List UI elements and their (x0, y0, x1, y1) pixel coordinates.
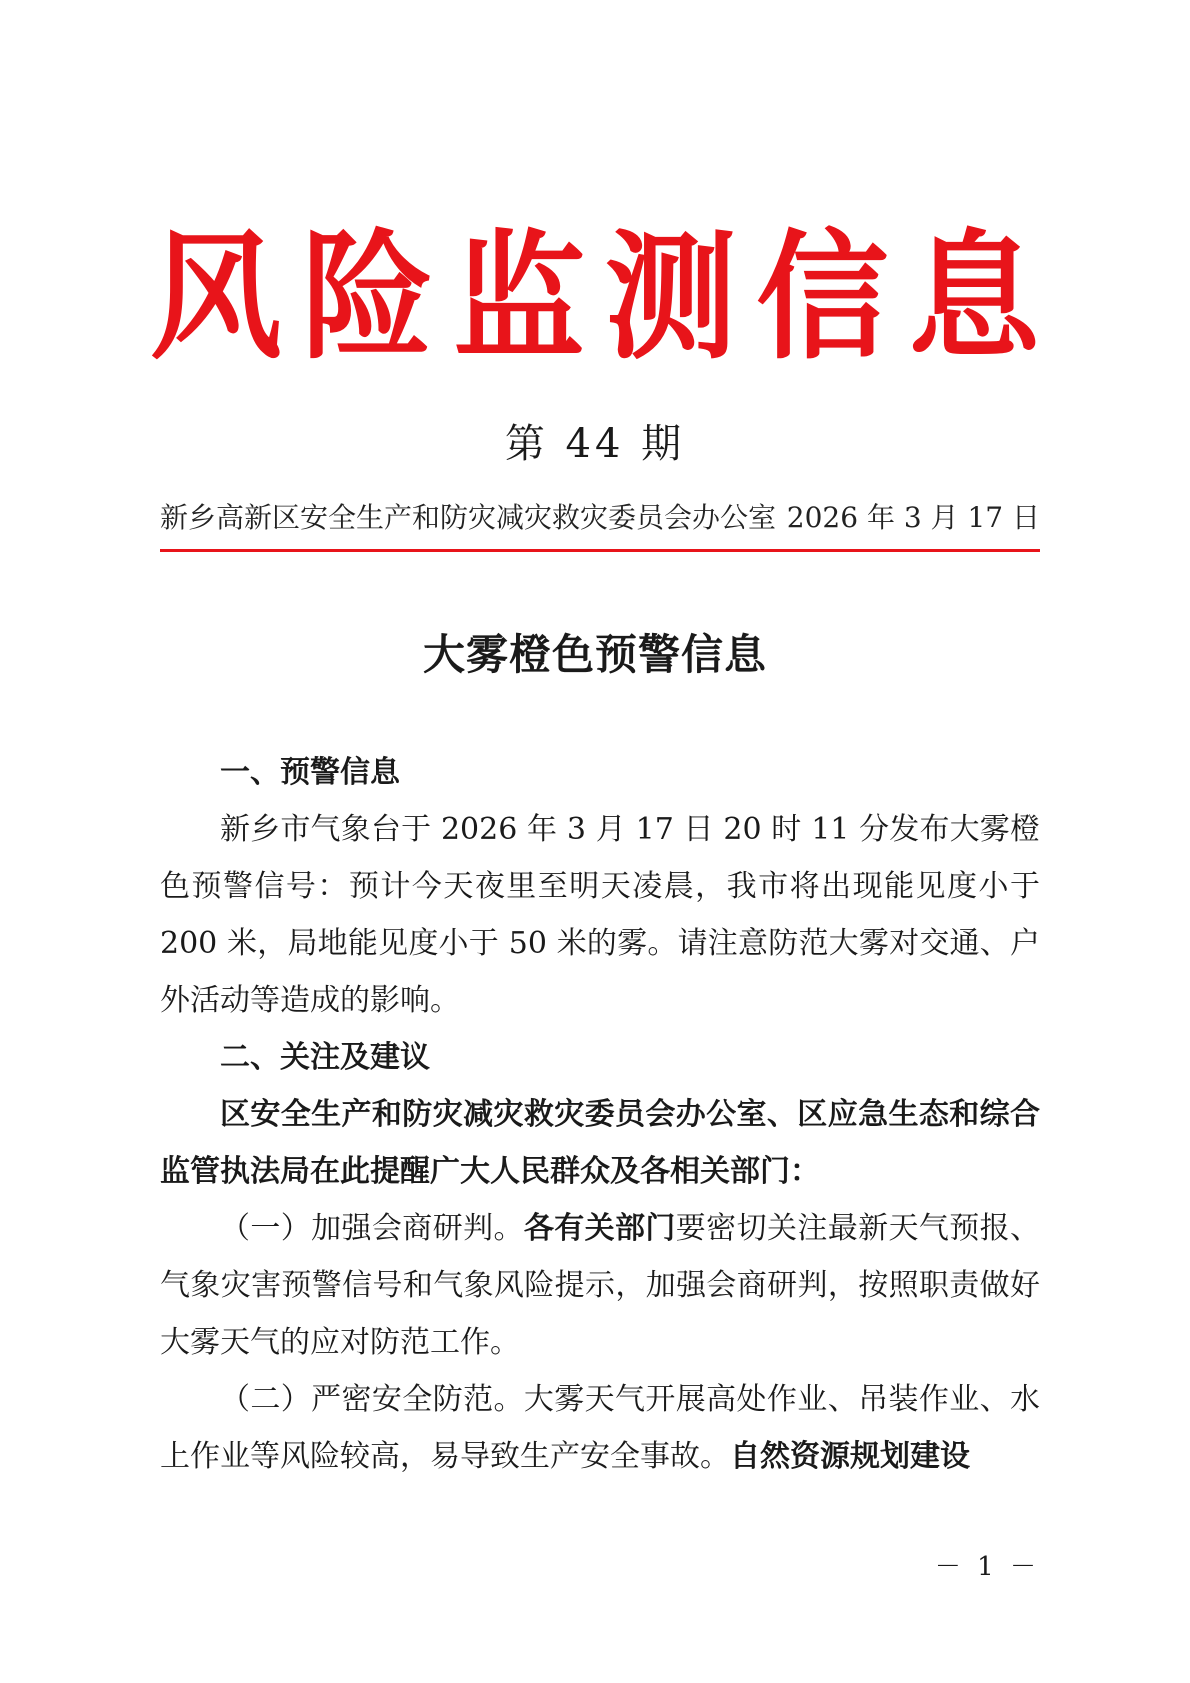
masthead-title (150, 216, 1040, 379)
red-divider (160, 549, 1040, 552)
masthead-char: 险 (301, 216, 434, 379)
paragraph-intro: 区安全生产和防灾减灾救灾委员会办公室、区应急生态和综合监管执法局在此提醒广大人民群众及各相关部门： (160, 1097, 1040, 1189)
issue-number: 第 44 期 (504, 421, 686, 467)
paragraph (160, 1200, 1040, 1371)
item-prefix: （二）严密安全防范。大雾天气开展高处作业、吊装作业、水上作业等风险较高，易导致生产安全事故。 (160, 1382, 1040, 1474)
page-number: － 1 － (934, 1552, 1040, 1582)
masthead-char: 信 (756, 216, 889, 379)
paragraph (160, 1371, 1040, 1485)
issuer-org: 新乡高新区安全生产和防灾减灾救灾委员会办公室 (160, 501, 777, 534)
document-body (160, 744, 1040, 1485)
issue-date: 2026 年 3 月 17 日 (786, 501, 1040, 534)
masthead-char: 监 (453, 216, 586, 379)
document-title: 大雾橙色预警信息 (422, 630, 767, 679)
issuer-line (160, 496, 1040, 536)
item-emphasis: 自然资源规划建设 (730, 1439, 970, 1474)
item-text: 要密切关注最新天气预报、气象灾害预警信号和气象风险提示，加强会商研判，按照职责做好大雾天气的应对防范工作。 (160, 1211, 1041, 1360)
masthead-char: 风 (150, 216, 282, 379)
item-emphasis: 各有关部门 (523, 1211, 676, 1246)
masthead-char: 测 (604, 216, 737, 379)
item-prefix: （一）加强会商研判。 (220, 1211, 524, 1246)
masthead-char: 息 (907, 216, 1040, 379)
section-heading: 一、预警信息 (220, 755, 400, 790)
paragraph: 新乡市气象台于 2026 年 3 月 17 日 20 时 11 分发布大雾橙色预警信号：预计今天夜里至明天凌晨，我市将出现能见度小于 200 米，局地能见度小于 50 米的雾。请注意防范大雾对交通、户外活动等造成的影响。 (160, 812, 1040, 1018)
section-heading: 二、关注及建议 (220, 1040, 430, 1075)
